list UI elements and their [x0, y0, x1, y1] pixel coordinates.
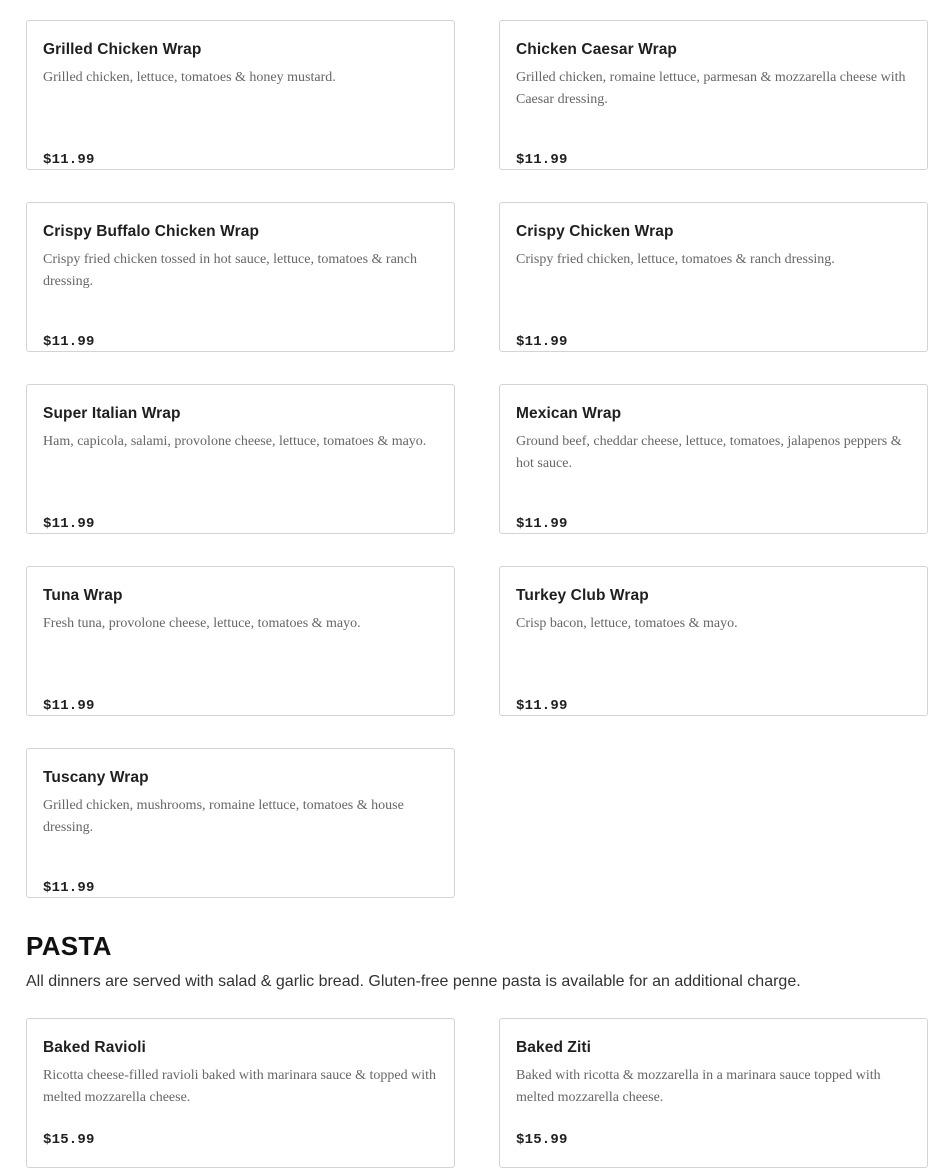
menu-item-description: Crisp bacon, lettuce, tomatoes & mayo. [516, 616, 738, 631]
menu-item-name: Crispy Buffalo Chicken Wrap [43, 223, 260, 240]
menu-item-card[interactable] [499, 20, 928, 170]
section-heading: PASTA [26, 931, 112, 961]
menu-item-name: Chicken Caesar Wrap [516, 41, 677, 58]
menu-item-description: Crispy fried chicken, lettuce, tomatoes & ranch dressing. [516, 252, 835, 267]
menu-item-price: $11.99 [43, 334, 95, 350]
menu-item-description: Grilled chicken, lettuce, tomatoes & honey mustard. [43, 70, 336, 85]
wraps-grid [26, 20, 928, 898]
menu-item-name: Turkey Club Wrap [516, 587, 649, 604]
section-subtitle: All dinners are served with salad & garlic bread. Gluten-free penne pasta is available for an additional charge. [26, 973, 801, 990]
menu-item-price: $11.99 [43, 152, 95, 168]
menu-item-price: $15.99 [43, 1132, 95, 1148]
menu-item-name: Tuna Wrap [43, 587, 123, 604]
menu-item-description: Crispy fried chicken tossed in hot sauce, lettuce, tomatoes & ranch dressing. [43, 252, 418, 289]
menu-item-card[interactable] [26, 20, 455, 170]
menu-item-price: $15.99 [516, 1132, 568, 1148]
menu-item-name: Crispy Chicken Wrap [516, 223, 674, 240]
menu-item-description: Grilled chicken, mushrooms, romaine lettuce, tomatoes & house dressing. [43, 798, 404, 835]
menu-item-name: Baked Ziti [516, 1039, 592, 1056]
menu-item-price: $11.99 [43, 880, 95, 896]
menu-item-description: Ricotta cheese-filled ravioli baked with marinara sauce & topped with melted mozzarella cheese. [43, 1068, 437, 1105]
menu-item-description: Baked with ricotta & mozzarella in a marinara sauce topped with melted mozzarella cheese. [516, 1068, 881, 1105]
menu-item-price: $11.99 [43, 698, 95, 714]
menu-item-name: Grilled Chicken Wrap [43, 41, 202, 58]
menu-item-card[interactable] [26, 1018, 455, 1168]
menu-item-description: Fresh tuna, provolone cheese, lettuce, tomatoes & mayo. [43, 616, 361, 631]
menu-item-name: Baked Ravioli [43, 1039, 146, 1056]
menu-item-name: Mexican Wrap [516, 405, 622, 422]
menu-item-price: $11.99 [516, 334, 568, 350]
menu-item-name: Tuscany Wrap [43, 769, 149, 786]
menu-item-description: Ham, capicola, salami, provolone cheese, lettuce, tomatoes & mayo. [43, 434, 427, 449]
menu-item-card[interactable] [26, 748, 455, 898]
menu-item-description: Grilled chicken, romaine lettuce, parmesan & mozzarella cheese with Caesar dressing. [516, 70, 906, 107]
menu-item-card[interactable] [499, 384, 928, 534]
menu-item-card[interactable] [499, 1018, 928, 1168]
menu-item-card[interactable] [26, 384, 455, 534]
menu-item-price: $11.99 [516, 516, 568, 532]
menu-item-name: Super Italian Wrap [43, 405, 181, 422]
menu-item-price: $11.99 [516, 152, 568, 168]
pasta-grid [26, 1018, 928, 1168]
menu-item-card[interactable] [499, 566, 928, 716]
menu-item-price: $11.99 [43, 516, 95, 532]
menu-item-card[interactable] [499, 202, 928, 352]
menu-item-price: $11.99 [516, 698, 568, 714]
menu-item-card[interactable] [26, 202, 455, 352]
menu-item-card[interactable] [26, 566, 455, 716]
menu-item-description: Ground beef, cheddar cheese, lettuce, tomatoes, jalapenos peppers & hot sauce. [516, 434, 902, 471]
